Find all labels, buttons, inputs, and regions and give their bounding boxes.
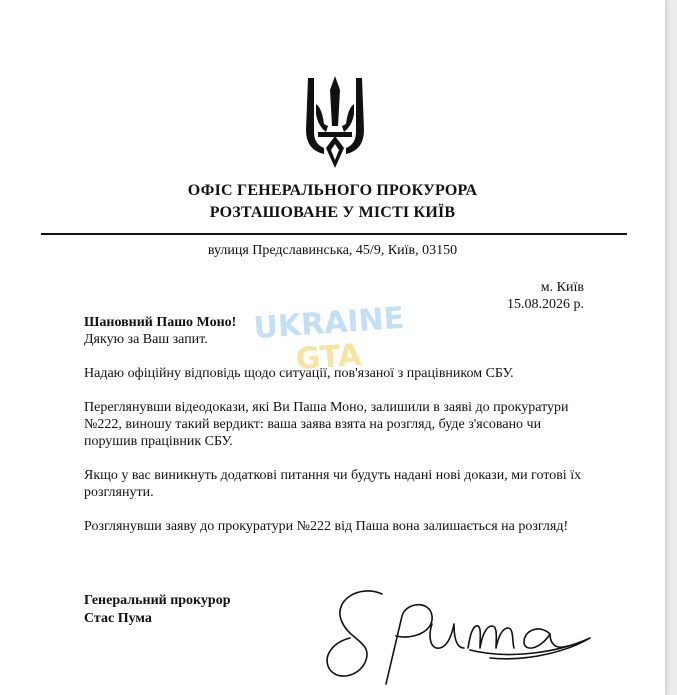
trident-coat-of-arms-icon xyxy=(302,74,368,170)
letter-paragraph-5: Розглянувши заяву до прокуратури №222 від Паша вона залишається на розгляд! xyxy=(84,519,569,534)
letter-paragraph-3: Переглянувши відеодокази, які Ви Паша Моно, залишили в заяві до прокуратури №222, виношу такий вердикт: ваша заява взята на розгляд, буде з'ясовано чи порушив працівник СБУ. xyxy=(84,400,569,449)
handwritten-signature xyxy=(320,578,600,688)
signer-name: Стас Пума xyxy=(84,611,152,626)
letter-greeting: Шановний Пашо Моно! xyxy=(84,315,237,330)
letter-paragraph-4: Якщо у вас виникнуть додаткові питання чи будуть надані нові докази, ми готові їх розглянути. xyxy=(84,468,582,500)
organization-address: вулиця Предславинська, 45/9, Київ, 03150 xyxy=(207,243,458,258)
letter-paragraph-2: Надаю офіційну відповідь щодо ситуації, пов'язаної з працівником СБУ. xyxy=(84,366,514,381)
watermark-line2: GTA xyxy=(294,337,363,378)
watermark-line1: UKRAINE xyxy=(252,300,406,347)
organization-title-line1: ОФІС ГЕНЕРАЛЬНОГО ПРОКУРОРА xyxy=(187,182,478,199)
letter-paragraph-1: Дякую за Ваш запит. xyxy=(84,332,208,347)
header-divider xyxy=(41,233,627,235)
letter-body xyxy=(84,314,584,535)
place-and-date xyxy=(507,279,584,313)
city: м. Київ xyxy=(540,280,584,295)
date: 15.08.2026 р. xyxy=(507,297,584,312)
signer-title: Генеральний прокурор xyxy=(84,593,231,608)
organization-title-line2: РОЗТАШОВАНЕ У МІСТІ КИЇВ xyxy=(209,204,456,221)
signer-block xyxy=(84,592,231,628)
